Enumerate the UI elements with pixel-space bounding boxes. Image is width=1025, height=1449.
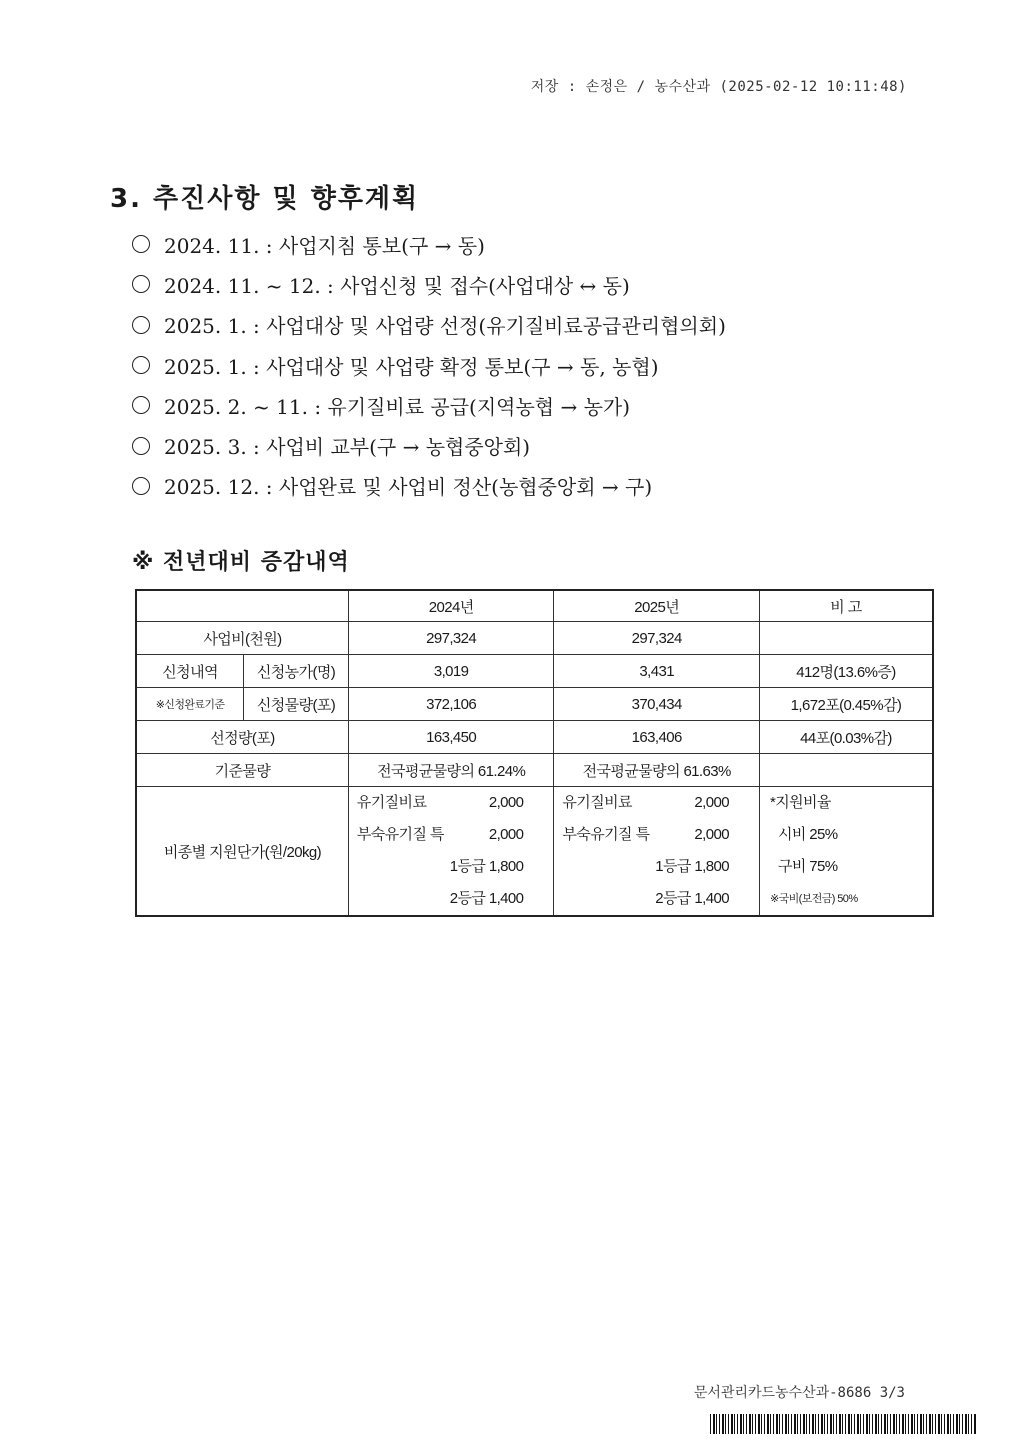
application-group-label: 신청내역 — [136, 655, 244, 688]
support-ratio-line: 구비 75% — [777, 858, 838, 875]
circle-bullet-icon — [132, 477, 150, 495]
cell-note — [759, 754, 933, 787]
schedule-item: 2025. 1. : 사업대상 및 사업량 확정 통보(구 → 동, 농협) — [132, 345, 726, 385]
price-line: 부숙유기질 특 2,000 — [562, 826, 729, 843]
schedule-item: 2025. 2. ~ 11. : 유기질비료 공급(지역농협 → 농가) — [132, 385, 726, 425]
schedule-item: 2024. 11. ~ 12. : 사업신청 및 접수(사업대상 ↔ 동) — [132, 264, 726, 304]
cell-2025: 3,431 — [554, 655, 760, 688]
row-label: 선정량(포) — [136, 721, 348, 754]
circle-bullet-icon — [132, 275, 150, 293]
table-row-selected — [136, 721, 933, 754]
cell-note — [759, 622, 933, 655]
header-2025: 2025년 — [554, 590, 760, 622]
cell-2024: 372,106 — [348, 688, 554, 721]
schedule-item: 2025. 3. : 사업비 교부(구 → 농협중앙회) — [132, 425, 726, 465]
header-2024: 2024년 — [348, 590, 554, 622]
price-line: 유기질비료 2,000 — [356, 794, 524, 811]
cell-note: 412명(13.6%증) — [759, 655, 933, 688]
row-label: 기준물량 — [136, 754, 348, 787]
circle-bullet-icon — [132, 396, 150, 414]
schedule-item: 2025. 12. : 사업완료 및 사업비 정산(농협중앙회 → 구) — [132, 466, 726, 506]
price-line: 1등급 1,800 — [655, 858, 729, 875]
cell-2025: 전국평균물량의 61.63% — [554, 754, 760, 787]
cell-note — [759, 787, 933, 917]
cell-note: 44포(0.03%감) — [759, 721, 933, 754]
save-stamp: 저장 : 손정은 / 농수산과 (2025-02-12 10:11:48) — [530, 79, 907, 95]
row-label: 신청물량(포) — [244, 688, 349, 721]
cell-note: 1,672포(0.45%감) — [759, 688, 933, 721]
cell-2024 — [348, 787, 554, 917]
row-label: 비종별 지원단가(원/20kg) — [136, 787, 348, 917]
cell-2024: 163,450 — [348, 721, 554, 754]
row-label: 신청농가(명) — [244, 655, 349, 688]
support-ratio-line: ※국비(보전금) 50% — [769, 893, 858, 905]
document-card-id: 문서관리카드농수산과-8686 3/3 — [693, 1385, 905, 1401]
price-line: 2등급 1,400 — [449, 890, 524, 907]
table-row-unit-price — [136, 787, 933, 917]
row-label: 사업비(천원) — [136, 622, 348, 655]
table-row-volume — [136, 688, 933, 721]
table-row-farms — [136, 655, 933, 688]
table-row-budget — [136, 622, 933, 655]
circle-bullet-icon — [132, 316, 150, 334]
support-ratio-line: 시비 25% — [777, 826, 838, 843]
cell-2025: 163,406 — [554, 721, 760, 754]
price-line: 유기질비료 2,000 — [562, 794, 729, 811]
support-ratio-line: *지원비율 — [769, 794, 831, 811]
table-row-standard — [136, 754, 933, 787]
cell-2024: 297,324 — [348, 622, 554, 655]
application-group-sub: ※신청완료기준 — [136, 688, 244, 721]
price-line: 부숙유기질 특 2,000 — [356, 826, 524, 843]
cell-2025: 370,434 — [554, 688, 760, 721]
circle-bullet-icon — [132, 437, 150, 455]
comparison-table — [135, 589, 934, 917]
circle-bullet-icon — [132, 356, 150, 374]
schedule-item: 2025. 1. : 사업대상 및 사업량 선정(유기질비료공급관리협의회) — [132, 305, 726, 345]
cell-2025 — [554, 787, 760, 917]
section-title: 3. 추진사항 및 향후계획 — [110, 184, 420, 214]
cell-2024: 3,019 — [348, 655, 554, 688]
price-line: 2등급 1,400 — [655, 890, 729, 907]
table-header-row — [136, 590, 933, 622]
barcode-icon — [710, 1414, 976, 1434]
header-blank — [136, 590, 348, 622]
circle-bullet-icon — [132, 235, 150, 253]
schedule-item: 2024. 11. : 사업지침 통보(구 → 동) — [132, 224, 726, 264]
comparison-title: ※ 전년대비 증감내역 — [132, 550, 350, 575]
cell-2025: 297,324 — [554, 622, 760, 655]
price-line: 1등급 1,800 — [449, 858, 524, 875]
cell-2024: 전국평균물량의 61.24% — [348, 754, 554, 787]
schedule-list — [132, 224, 726, 506]
header-note: 비 고 — [759, 590, 933, 622]
